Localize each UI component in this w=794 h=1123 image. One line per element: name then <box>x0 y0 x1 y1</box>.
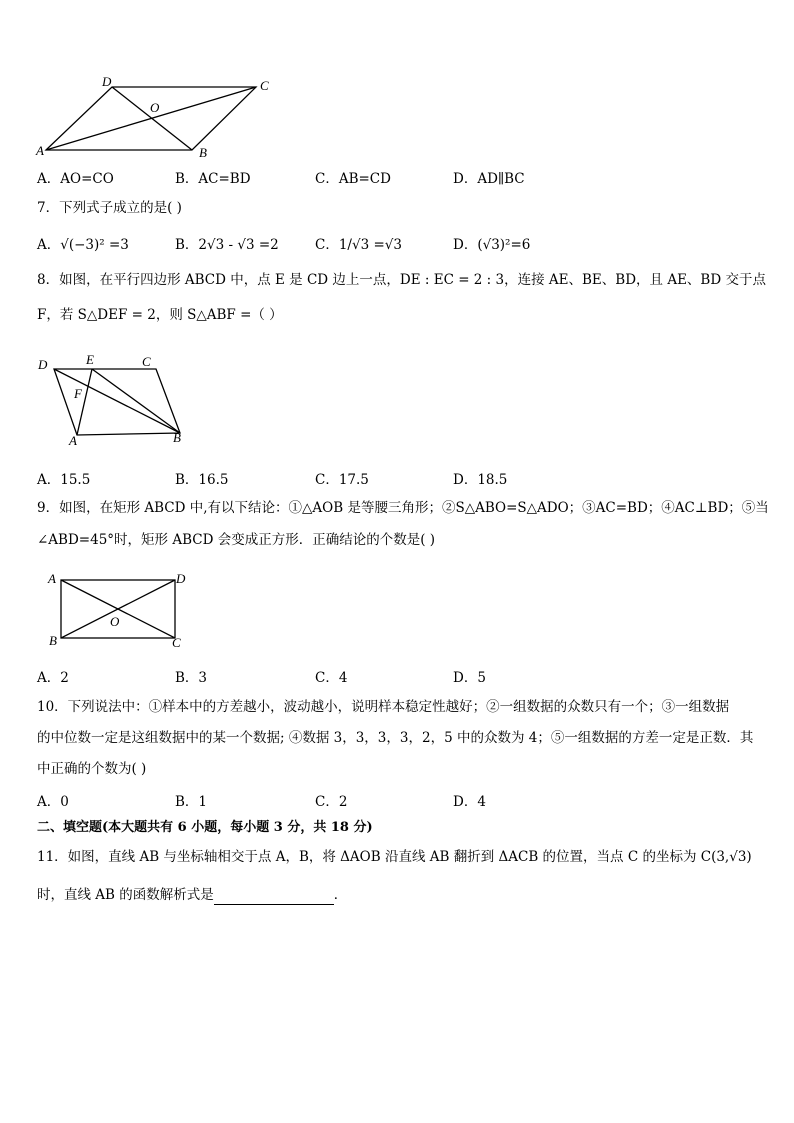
q10-stem-line3: 中正确的个数为( ) <box>37 761 147 777</box>
q7-option-d: D．(√3)²=6 <box>453 237 531 253</box>
q6-option-d: D．AD∥BC <box>453 171 525 187</box>
q6-label-D: D <box>102 74 112 89</box>
q7-stem: 7．下列式子成立的是( ) <box>37 200 182 216</box>
q10-option-d: D．4 <box>453 794 486 810</box>
q8-label-C: C <box>142 354 151 369</box>
q11-answer-blank[interactable] <box>214 890 334 905</box>
q10-option-c: C．2 <box>315 794 348 810</box>
q6-option-a: A．AO=CO <box>37 171 114 187</box>
q9-stem-line1: 9．如图，在矩形 ABCD 中,有以下结论：①△AOB 是等腰三角形；②S△ABO=S△ADO；③AC=BD；④AC⊥BD；⑤当 <box>37 500 769 516</box>
q8-label-E: E <box>86 352 94 367</box>
q10-option-b: B．1 <box>175 794 208 810</box>
q11-stem-end: ． <box>333 887 348 903</box>
q9-option-a: A．2 <box>37 670 69 686</box>
q11-stem-line2: 时，直线 AB 的函数解析式是 <box>37 887 214 903</box>
section-2-title: 二、填空题(本大题共有 6 小题，每小题 3 分，共 18 分) <box>37 820 373 835</box>
q9-stem-line2: ∠ABD=45°时，矩形 ABCD 会变成正方形．正确结论的个数是( ) <box>37 532 436 548</box>
q11-stem-line1: 11．如图，直线 AB 与坐标轴相交于点 A，B，将 ΔAOB 沿直线 AB 翻折到 ΔACB 的位置，当点 C 的坐标为 C(3,√3) <box>37 849 752 865</box>
q8-parallelogram-figure <box>34 352 194 448</box>
q9-option-b: B．3 <box>175 670 208 686</box>
q9-rectangle-figure <box>40 568 200 652</box>
q10-option-a: A．0 <box>37 794 69 810</box>
q8-option-a: A．15.5 <box>37 472 91 488</box>
q6-parallelogram-figure <box>30 74 280 160</box>
q8-stem-line2: F，若 S△DEF = 2，则 S△ABF =（ ） <box>37 307 283 323</box>
q9-label-C: C <box>172 635 181 650</box>
q7-option-b: B．2√3 - √3 =2 <box>175 237 279 253</box>
q9-option-c: C．4 <box>315 670 348 686</box>
q10-stem-line1: 10．下列说法中：①样本中的方差越小，波动越小，说明样本稳定性越好；②一组数据的众数只有一个；③一组数据 <box>37 699 730 715</box>
q8-option-c: C．17.5 <box>315 472 369 488</box>
q8-label-A: A <box>69 433 77 448</box>
q6-label-A: A <box>36 143 44 158</box>
q7-option-a: A．√(−3)² =3 <box>37 237 129 253</box>
q8-option-b: B．16.5 <box>175 472 229 488</box>
q6-option-c: C．AB=CD <box>315 171 391 187</box>
q6-label-C: C <box>260 78 269 93</box>
q7-option-c: C．1/√3 =√3 <box>315 237 402 253</box>
q8-stem-line1: 8．如图，在平行四边形 ABCD 中，点 E 是 CD 边上一点，DE : EC = 2 : 3，连接 AE、BE、BD，且 AE、BD 交于点 <box>37 272 766 288</box>
q9-label-A: A <box>48 571 56 586</box>
q8-label-B: B <box>173 430 181 445</box>
q9-label-D: D <box>176 571 186 586</box>
q8-option-d: D．18.5 <box>453 472 508 488</box>
q6-label-B: B <box>199 145 207 160</box>
q8-label-F: F <box>74 386 82 401</box>
q6-option-b: B．AC=BD <box>175 171 251 187</box>
q9-label-O: O <box>110 614 120 629</box>
q8-label-D: D <box>38 357 48 372</box>
q9-label-B: B <box>49 633 57 648</box>
q6-label-O: O <box>150 100 160 115</box>
q10-stem-line2: 的中位数一定是这组数据中的某一个数据; ④数据 3，3，3，3，2，5 中的众数为 4；⑤一组数据的方差一定是正数．其 <box>37 730 754 746</box>
q9-option-d: D．5 <box>453 670 486 686</box>
q11-stem-line2-wrap <box>37 885 347 905</box>
